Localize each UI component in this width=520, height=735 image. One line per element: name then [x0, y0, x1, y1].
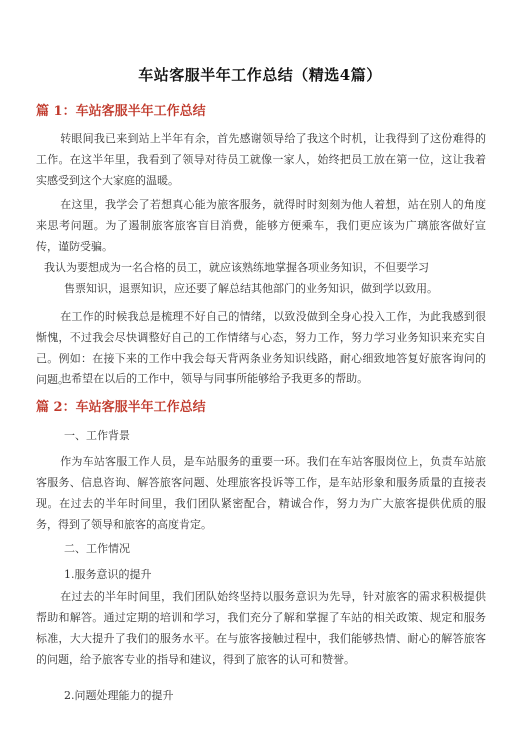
- article-1-paragraph-5: 也希望在以后的工作中，领导与同事所能够给予我更多的帮助。: [60, 372, 369, 385]
- article-2-section-2-heading: 二、工作情况: [64, 542, 130, 555]
- article-2-heading: 篇 2：车站客服半年工作总结: [36, 400, 206, 415]
- article-2-paragraph-2: 在过去的半年时间里，我们团队始终坚持以服务意识为先导，针对旅客的需求积极提供帮助和解答。通过定期的培训和学习，我们充分了解和掌握了车站的相关政策、规定和服务标准，大大提升了我们的服务水平。在与旅客接触过程中，我们能够热情、耐心的解答旅客的问题，给予旅客专业的指导和建议，得到了旅客的认可和赞誉。: [36, 590, 486, 666]
- document-title: 车站客服半年工作总结（精选4篇）: [138, 66, 382, 84]
- article-1-heading: 篇 1：车站客服半年工作总结: [36, 104, 206, 119]
- article-1-paragraph-3-line-1: 我认为要想成为一名合格的员工，就应该熟练地掌握各项业务知识，不但要学习: [44, 261, 429, 274]
- article-2-subsection-1-heading: 1.服务意识的提升: [64, 568, 152, 581]
- article-2-subsection-2-heading: 2.问题处理能力的提升: [64, 689, 174, 702]
- article-1-paragraph-4: 在工作的时候我总是梳理不好自己的情绪，以致没做到全身心投入工作，为此我感到很惭愧，不过我会尽快调整好自己的工作情绪与心态，努力工作，努力学习业务知识来充实自己。例如：在接下来的工作中我会每天背两条业务知识线路，耐心细致地答复好旅客询问的问题。: [36, 310, 486, 386]
- article-1-paragraph-1: 转眼间我已来到站上半年有余，首先感谢领导给了我这个时机，让我得到了这份难得的工作。在这半年里，我看到了领导对待员工就像一家人，始终把员工放在第一位，这让我着实感受到这个大家庭的温暖。: [36, 132, 486, 187]
- article-2-section-1-heading: 一、工作背景: [64, 429, 130, 442]
- article-2-paragraph-1: 作为车站客服工作人员，是车站服务的重要一环。我们在车站客服岗位上，负责车站旅客服务、信息咨询、解答旅客问题、处理旅客投诉等工作，是车站形象和服务质量的直接表现。在过去的半年时间里，我们团队紧密配合，精诚合作，努力为广大旅客提供优质的服务，得到了领导和旅客的高度肯定。: [36, 455, 486, 531]
- article-1-paragraph-2: 在这里，我学会了若想真心能为旅客服务，就得时时刻刻为他人着想，站在别人的角度来思考问题。为了遏制旅客旅客盲目消费，能够方便乘车，我们更应该为广璃旅客做好宣传，谨防受骗。: [36, 198, 486, 253]
- article-1-paragraph-3-line-2: 售票知识，退票知识，应还要了解总结其他部门的业务知识，做到学以致用。: [64, 282, 438, 295]
